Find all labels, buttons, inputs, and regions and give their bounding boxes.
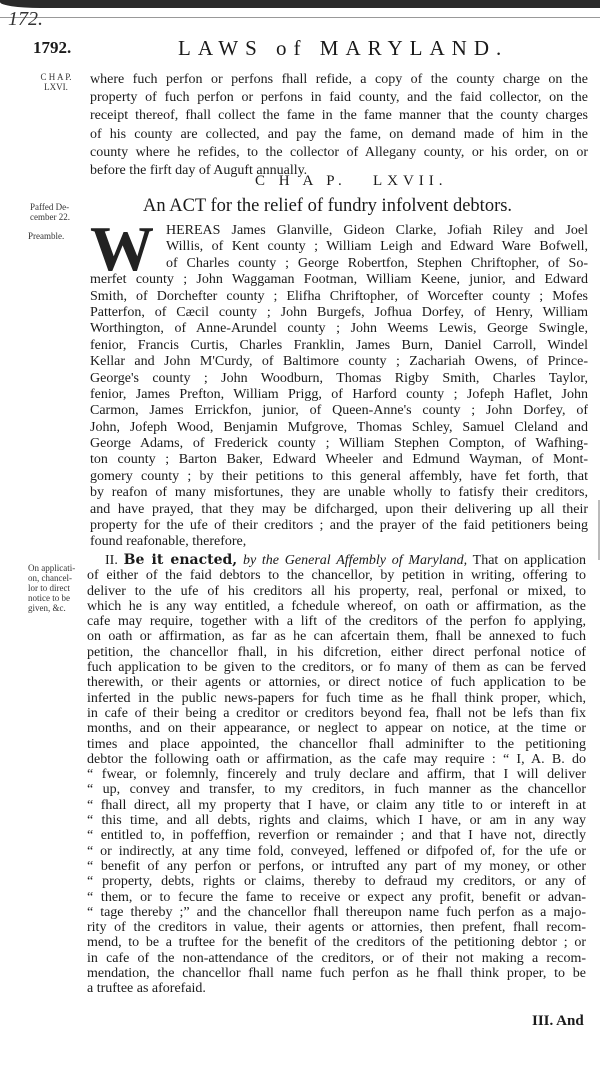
margin-text: on, chancel- [28,573,72,583]
act-title: An ACT for the relief of fundry infolvent debtors. [143,196,513,216]
text-line: ton county ; Barton Baker, Edward Wheeler and Edmund Wayman, of Mont- [90,452,588,468]
text-line: in cafe of their being a creditor or creditors beyond fea, fhall not be lefs than fix [87,705,586,721]
text-line: “ benefit of any perfon or perfons, or intrufted any part of my money, or other [87,858,586,874]
chapter-heading: C H A P. LXVII. [255,173,448,189]
section2-first-line [87,553,586,568]
text-line: cafe may require, together with a lift of the creditors of the perfon fo applying, [87,614,586,630]
text-line: Patterfon, of Cæcil county ; John Burgefs, Jofhua Dorfey, of Henry, William [90,304,588,320]
text-line: property of fuch perfon or perfons in faid county, and the faid collector, on the [90,90,588,106]
text-line: “ property, debts, rights or claims, thereby to defraud my creditors, or any of [87,874,586,890]
text-line: of Charles county ; George Robertfon, Stephen Chriftopher, of So- [166,255,588,271]
text-line: rity of the creditors in value, their agents or attornies, then prefent, fhall recom- [87,920,586,936]
text-line: where fuch perfon or perfons fhall refide, a copy of the county charge on the [90,72,588,87]
text-line: deliver to the ufe of his creditors all his property, real, perfonal or mixed, to [87,583,586,599]
margin-text: notice to be [28,593,70,603]
chap66-paragraph [90,71,588,180]
text-line: fuch application to be given to the creditors, or fo many of them as can be ferved [87,660,586,676]
text-line: gomery county ; by their petitions to this general affembly, have fet forth, that [90,468,588,484]
enacting-authority: by the General Affembly of Maryland, [242,553,468,568]
scan-edge-shadow [0,0,600,8]
section-number: II. [105,553,118,568]
text-line: Worthington, of Anne-Arundel county ; John Weems Lewis, George Swingle, [90,321,588,337]
margin-section2-note [28,563,75,613]
text-line: HEREAS James Glanville, Gideon Clarke, Jofiah Riley and Joel [166,223,588,238]
catchword: III. And [532,1013,584,1029]
text-line: merfet county ; John Waggaman Footman, William Keene, junior, and Edward [90,272,588,288]
text-line: a truftee as aforefaid. [87,981,206,997]
text-line: mend, to be a truftee for the benefit of the creditors of the petitioning debtor ; or [87,935,586,951]
text-line: on oath or affirmation, as far as he can afcertain them, fhall be annexed to fuch [87,629,586,645]
text-line: months, and on their appearance, or neglect to appear on notice, at the time or [87,721,586,737]
text-line: property for the ufe of their creditors ; and the prayer of the faid petitioners being [90,518,588,534]
text-line: That on application [472,553,586,568]
text-line: Smith, of Dorchefter county ; Elifha Chriftopher, of Worcefter county ; Mofes [90,288,588,304]
year: 1792. [33,38,72,57]
text-line: debtor the following oath or affirmation, as the cafe may require : “ I, A. B. do [87,751,586,767]
margin-text: given, &c. [28,603,66,613]
text-line: petition, the chancellor fhall, in his difcretion, either direct perfonal notice of [87,644,586,660]
text-line: Willis, of Kent county ; William Leigh and Edward Ware Bofwell, [166,239,588,255]
margin-text: lor to direct [28,583,70,593]
text-line: John, Jofeph Wood, Benjamin Mufgrove, Thomas Schley, Samuel Cleland and [90,419,588,435]
margin-text: cember 22. [30,212,70,222]
text-line: “ entitled to, in poffeffion, reverfion or remainder ; and that I have not, directly [87,828,586,844]
text-line: found reafonable, therefore, [90,534,247,550]
enacting-clause: Be it enacted, [123,553,238,568]
text-line: by reafon of many misfortunes, they are unable wholly to fatisfy their creditors, [90,485,588,501]
text-line: Kellar and John M'Curdy, of Baltimore county ; Zachariah Owens, of Prince- [90,354,588,370]
text-line: “ up, convey and transfer, to my creditors, in fuch manner as the chancellor [87,782,586,798]
section2-paragraph [87,553,586,997]
margin-chap-label [30,72,82,92]
drop-cap: W [90,213,154,284]
text-line: fenior, Francis Curtis, Charles Franklin, James Burn, Daniel Carroll, Windel [90,337,588,353]
text-line: receipt thereof, fhall collect the fame in the fame manner that the county charges [90,108,588,124]
preamble-paragraph [90,213,588,551]
header-rule [0,17,600,18]
text-line: which he is any way entitled, a fchedule whereof, on oath or affirmation, as the [87,598,586,614]
text-line: before the firft day of Auguft annually. [90,162,308,178]
text-line: “ fwear, or folemnly, fincerely and truly declare and affirm, that I will deliver [87,767,586,783]
text-line: Carmon, James Errickfon, junior, of Queen-Anne's county ; John Dorfey, of [90,403,588,419]
text-line: in cafe of the non-attendance of the creditors, or of their not making a recom- [87,950,586,966]
margin-text: On applicati- [28,563,76,573]
text-line: of either of the faid debtors to the chancellor, by petition in writing, offering to [87,568,586,584]
text-line: George Adams, of Frederick county ; William Stephen Compton, of Wafhing- [90,436,588,452]
margin-text: C H A P. [40,72,72,82]
text-line: “ tage thereby ;” and the chancellor fhall thereupon name fuch perfon as a majo- [87,904,586,920]
margin-preamble-note: Preamble. [28,231,65,241]
text-line: George's county ; John Woodburn, Thomas Rigby Smith, Charles Taylor, [90,370,588,386]
text-line: county where he refides, to the collector of Allegany county, or his order, on or [90,144,588,160]
running-title: LAWS of MARYLAND. [178,36,509,60]
text-line: times and place appointed, the chancellor fhall adminifter to the petitioning [87,736,586,752]
margin-text: Paffed De- [30,202,70,212]
page-number: 172. [8,8,43,30]
text-line: of his county are collected, and pay the fame, on demand made of him in the [90,126,588,142]
text-line: fenior, James Prefton, William Prigg, of Harford county ; Jofeph Haflet, John [90,386,588,402]
text-line: “ them, or to fecure the fame to receive or expect any profit, benefit or advan- [87,889,586,905]
margin-passed-note [30,202,70,222]
text-line: therewith, or their agents or attornies, or direct notice of fuch application to be [87,675,586,691]
text-line: inferted in the public news-papers for fuch time as he fhall think proper, which, [87,690,586,706]
text-line: “ or indirectly, at any time fold, conveyed, leffened or difpofed of, for the ufe or [87,843,586,859]
margin-text: LXVI. [44,82,68,92]
text-line: “ this time, and all debts, rights and claims, which I have, or am in any way [87,813,586,829]
text-line: mendation, the chancellor fhall name fuch perfon as he fhall think proper, to be [87,966,586,982]
text-line: and have prayed, that they may be difcharged, upon their delivering up all their [90,501,588,517]
text-line: “ fhall direct, all my property that I have, or claim any title to or intereft in at [87,797,586,813]
